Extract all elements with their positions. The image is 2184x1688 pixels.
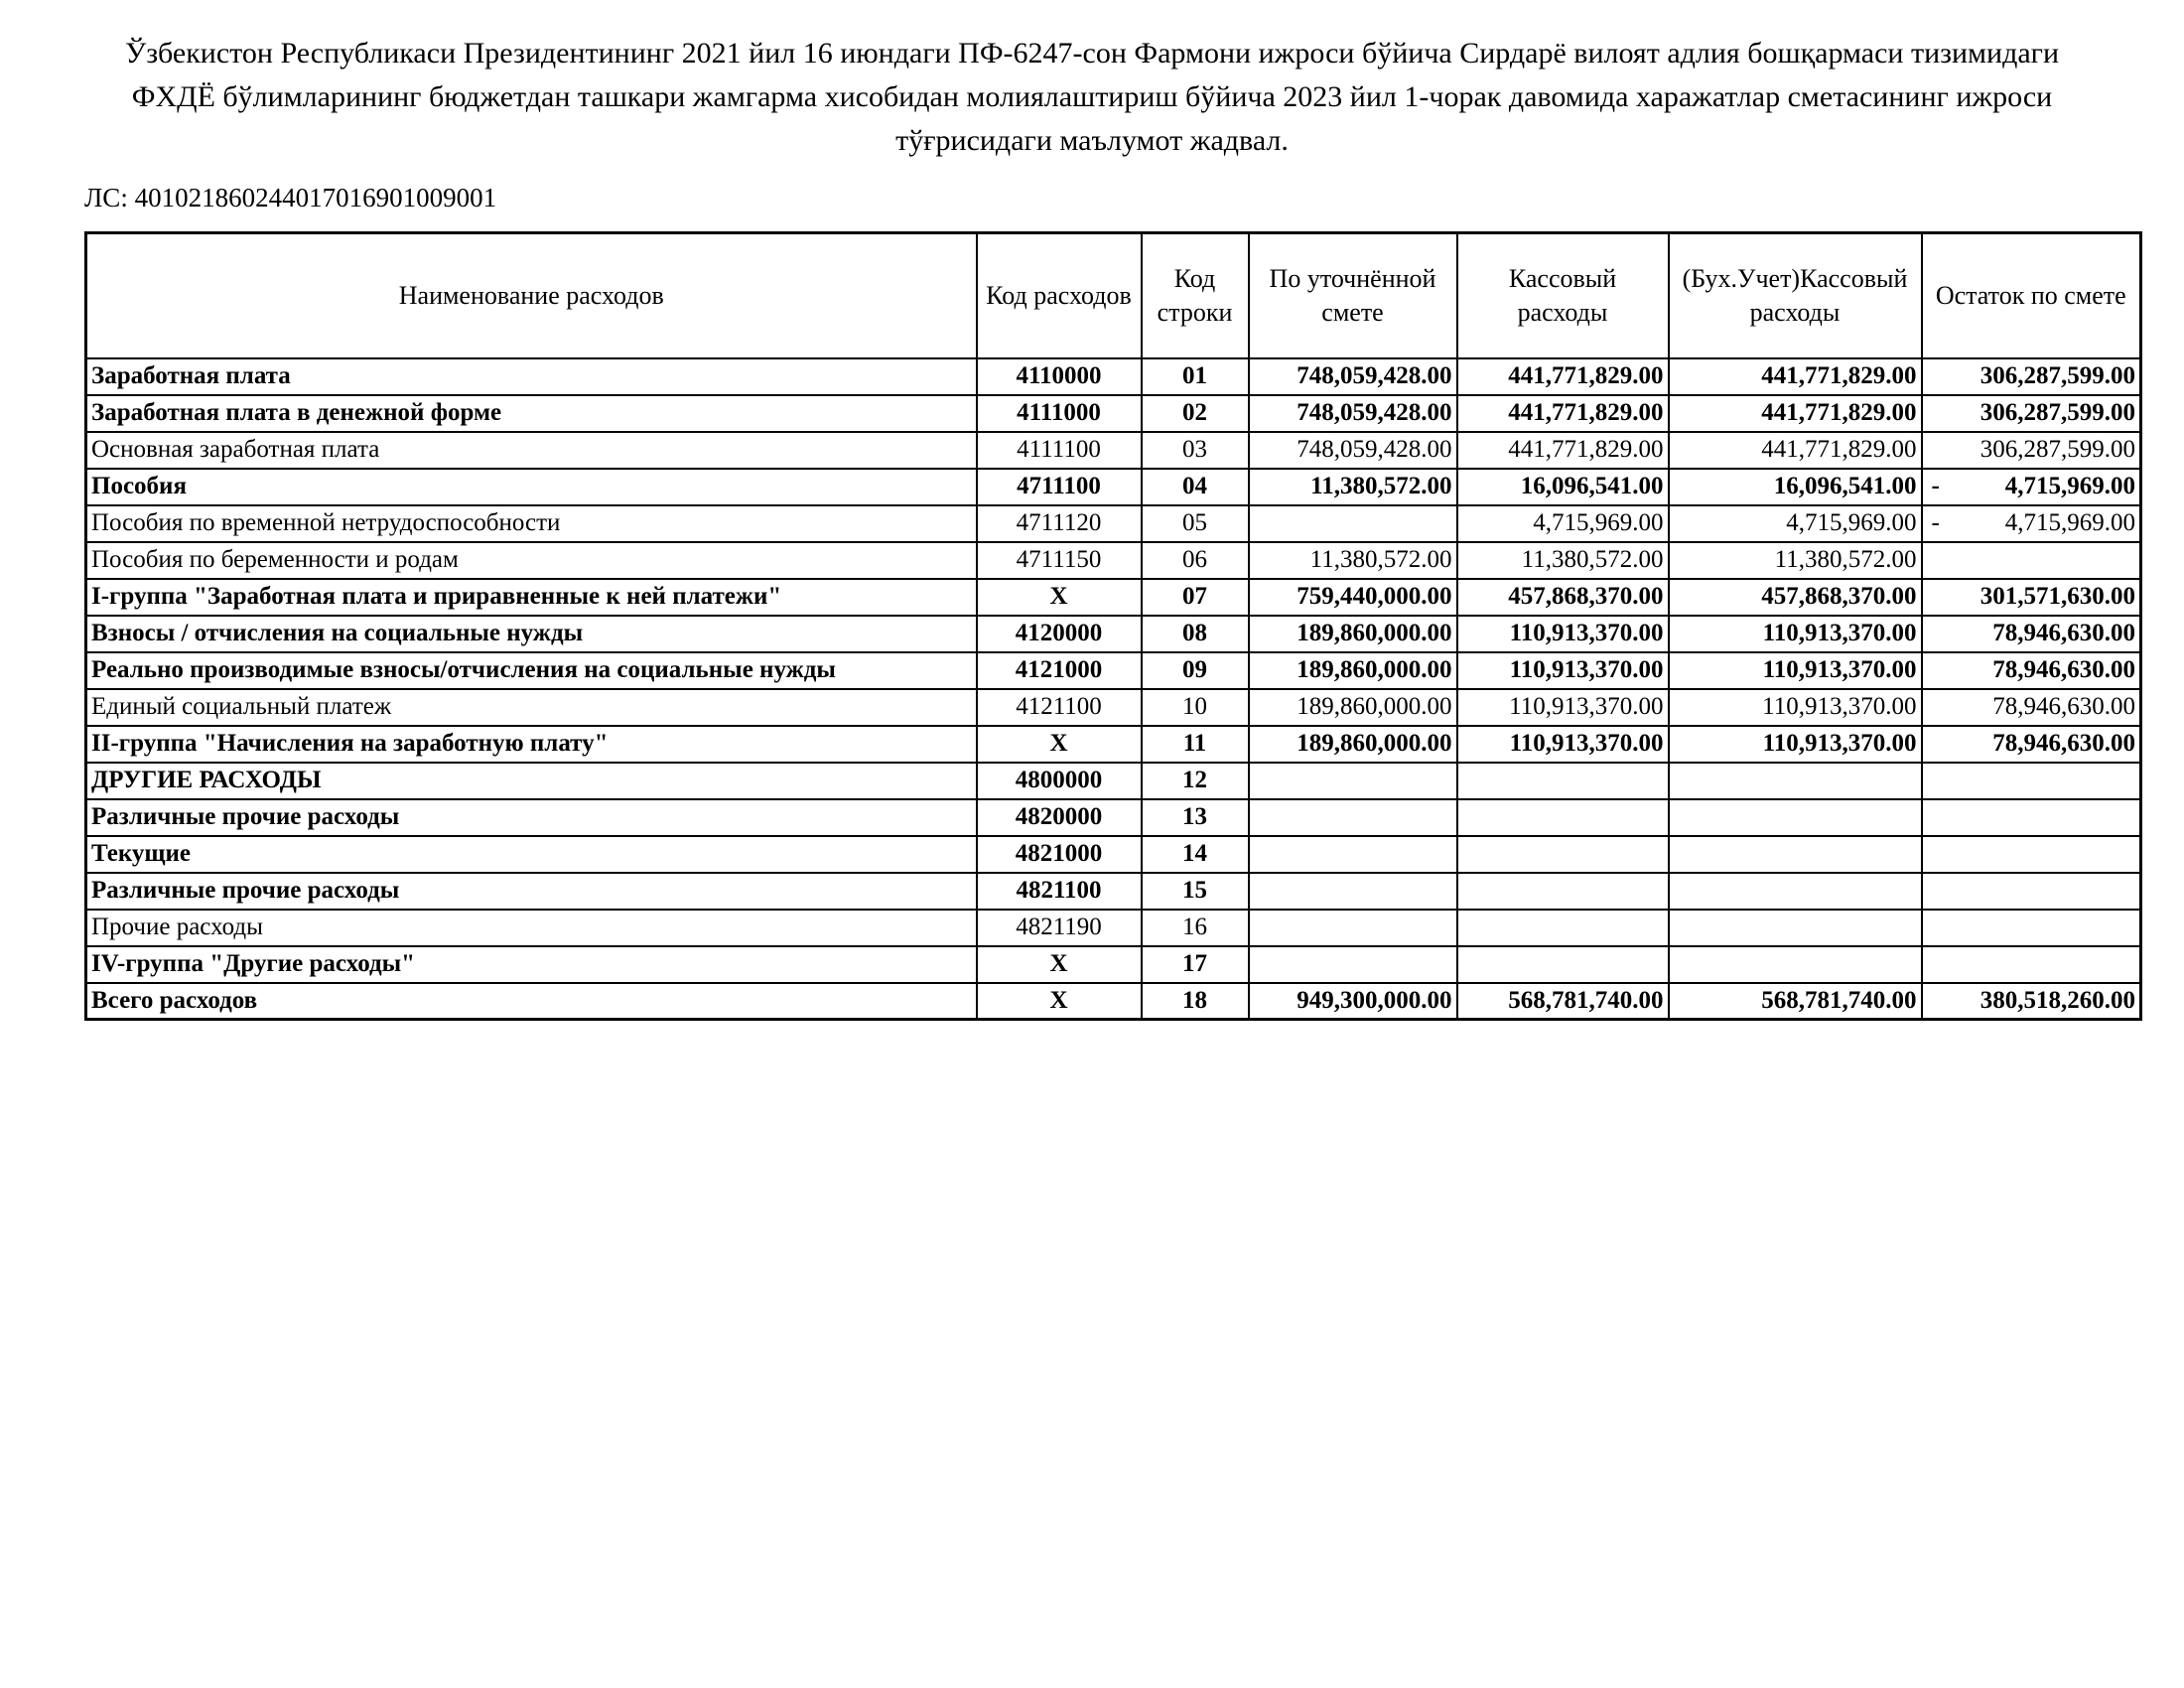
expense-report-table — [84, 231, 2142, 1021]
cell-cash-expenses: 568,781,740.00 — [1457, 983, 1669, 1020]
cell-cash-expenses: 441,771,829.00 — [1457, 432, 1669, 469]
col-header-expense-code: Код расходов — [977, 233, 1142, 358]
cell-expense-code: 4711100 — [977, 469, 1142, 505]
cell-line-code: 03 — [1142, 432, 1249, 469]
cell-accounting-cash-expenses — [1669, 873, 1922, 910]
cell-expense-code: X — [977, 946, 1142, 983]
cell-cash-expenses — [1457, 836, 1669, 873]
table-row — [86, 910, 2141, 946]
cell-expense-name: Заработная плата — [86, 358, 977, 395]
cell-approved-estimate: 189,860,000.00 — [1249, 616, 1457, 652]
cell-approved-estimate — [1249, 946, 1457, 983]
cell-expense-code: 4820000 — [977, 799, 1142, 836]
cell-expense-code: 4800000 — [977, 763, 1142, 799]
table-row — [86, 873, 2141, 910]
cell-accounting-cash-expenses: 457,868,370.00 — [1669, 579, 1922, 616]
cell-expense-code: 4821190 — [977, 910, 1142, 946]
cell-approved-estimate: 11,380,572.00 — [1249, 542, 1457, 579]
cell-line-code: 18 — [1142, 983, 1249, 1020]
cell-expense-code: 4121100 — [977, 689, 1142, 726]
cell-expense-name: II-группа "Начисления на заработную плату" — [86, 726, 977, 763]
cell-expense-code: X — [977, 983, 1142, 1020]
cell-accounting-cash-expenses: 110,913,370.00 — [1669, 726, 1922, 763]
col-header-estimate-balance: Остаток по смете — [1922, 233, 2141, 358]
cell-line-code: 15 — [1142, 873, 1249, 910]
table-body — [86, 358, 2141, 1020]
cell-estimate-balance — [1922, 873, 2141, 910]
cell-approved-estimate — [1249, 505, 1457, 542]
cell-estimate-balance — [1922, 910, 2141, 946]
document-title: Ўзбекистон Республикаси Президентининг 2021 йил 16 июндаги ПФ-6247-сон Фармони ижроси бўйича Сирдарё вилоят адлия бошқармаси тизимидаги ФХДЁ бўлимларининг бюджетдан ташкари жамгарма хисобидан молиялаштириш бўйича 2023 йил 1-чорак давомида харажатлар сметасининг ижроси тўғрисидаги маълумот жадвал. — [124, 37, 2060, 157]
table-row — [86, 579, 2141, 616]
cell-expense-code: X — [977, 579, 1142, 616]
cell-expense-name: IV-группа "Другие расходы" — [86, 946, 977, 983]
cell-accounting-cash-expenses — [1669, 946, 1922, 983]
cell-accounting-cash-expenses — [1669, 763, 1922, 799]
table-row — [86, 505, 2141, 542]
cell-cash-expenses — [1457, 873, 1669, 910]
cell-cash-expenses: 110,913,370.00 — [1457, 652, 1669, 689]
cell-expense-name: Единый социальный платеж — [86, 689, 977, 726]
table-row — [86, 799, 2141, 836]
cell-approved-estimate — [1249, 836, 1457, 873]
cell-approved-estimate: 11,380,572.00 — [1249, 469, 1457, 505]
cell-estimate-balance: 306,287,599.00 — [1922, 358, 2141, 395]
cell-estimate-balance-value: 4,715,969.00 — [2004, 509, 2135, 536]
cell-estimate-balance: 78,946,630.00 — [1922, 689, 2141, 726]
cell-expense-code: 4821000 — [977, 836, 1142, 873]
cell-accounting-cash-expenses: 110,913,370.00 — [1669, 689, 1922, 726]
cell-estimate-balance — [1922, 469, 2141, 505]
cell-expense-name: Различные прочие расходы — [86, 873, 977, 910]
cell-cash-expenses: 110,913,370.00 — [1457, 616, 1669, 652]
cell-estimate-balance — [1922, 505, 2141, 542]
table-row — [86, 689, 2141, 726]
cell-expense-name: Основная заработная плата — [86, 432, 977, 469]
cell-expense-code: 4711150 — [977, 542, 1142, 579]
cell-line-code: 07 — [1142, 579, 1249, 616]
cell-estimate-balance — [1922, 946, 2141, 983]
cell-approved-estimate: 189,860,000.00 — [1249, 726, 1457, 763]
cell-cash-expenses: 110,913,370.00 — [1457, 689, 1669, 726]
cell-expense-name: I-группа "Заработная плата и приравненные к ней платежи" — [86, 579, 977, 616]
table-row — [86, 395, 2141, 432]
cell-approved-estimate: 189,860,000.00 — [1249, 689, 1457, 726]
table-row — [86, 542, 2141, 579]
table-row — [86, 469, 2141, 505]
cell-line-code: 14 — [1142, 836, 1249, 873]
cell-accounting-cash-expenses: 441,771,829.00 — [1669, 432, 1922, 469]
cell-accounting-cash-expenses — [1669, 910, 1922, 946]
cell-expense-code: 4821100 — [977, 873, 1142, 910]
cell-estimate-balance — [1922, 836, 2141, 873]
cell-approved-estimate: 748,059,428.00 — [1249, 395, 1457, 432]
col-header-expense-name: Наименование расходов — [86, 233, 977, 358]
cell-line-code: 06 — [1142, 542, 1249, 579]
cell-cash-expenses — [1457, 946, 1669, 983]
cell-estimate-balance-value: 4,715,969.00 — [2004, 473, 2135, 499]
cell-accounting-cash-expenses: 11,380,572.00 — [1669, 542, 1922, 579]
cell-line-code: 10 — [1142, 689, 1249, 726]
cell-line-code: 05 — [1142, 505, 1249, 542]
cell-estimate-balance: 78,946,630.00 — [1922, 616, 2141, 652]
cell-accounting-cash-expenses: 110,913,370.00 — [1669, 652, 1922, 689]
table-row — [86, 358, 2141, 395]
col-header-line-code: Код строки — [1142, 233, 1249, 358]
cell-expense-name: Всего расходов — [86, 983, 977, 1020]
cell-line-code: 09 — [1142, 652, 1249, 689]
cell-approved-estimate: 759,440,000.00 — [1249, 579, 1457, 616]
table-row — [86, 616, 2141, 652]
cell-expense-name: Реально производимые взносы/отчисления на социальные нужды — [86, 652, 977, 689]
cell-line-code: 17 — [1142, 946, 1249, 983]
cell-accounting-cash-expenses: 441,771,829.00 — [1669, 358, 1922, 395]
cell-expense-name: Пособия по временной нетрудоспособности — [86, 505, 977, 542]
cell-accounting-cash-expenses: 4,715,969.00 — [1669, 505, 1922, 542]
cell-estimate-balance: 306,287,599.00 — [1922, 395, 2141, 432]
cell-approved-estimate: 748,059,428.00 — [1249, 358, 1457, 395]
cell-cash-expenses: 457,868,370.00 — [1457, 579, 1669, 616]
cell-accounting-cash-expenses: 16,096,541.00 — [1669, 469, 1922, 505]
negative-sign: - — [1931, 473, 1940, 499]
cell-approved-estimate: 189,860,000.00 — [1249, 652, 1457, 689]
cell-cash-expenses: 16,096,541.00 — [1457, 469, 1669, 505]
cell-approved-estimate — [1249, 873, 1457, 910]
cell-approved-estimate: 949,300,000.00 — [1249, 983, 1457, 1020]
cell-line-code: 11 — [1142, 726, 1249, 763]
cell-cash-expenses: 4,715,969.00 — [1457, 505, 1669, 542]
cell-estimate-balance: 78,946,630.00 — [1922, 726, 2141, 763]
cell-cash-expenses: 110,913,370.00 — [1457, 726, 1669, 763]
col-header-accounting-cash-expenses: (Бух.Учет)Кассовый расходы — [1669, 233, 1922, 358]
table-row — [86, 763, 2141, 799]
header-row — [86, 233, 2141, 358]
cell-expense-code: 4711120 — [977, 505, 1142, 542]
cell-expense-name: Взносы / отчисления на социальные нужды — [86, 616, 977, 652]
cell-accounting-cash-expenses — [1669, 836, 1922, 873]
table-row — [86, 836, 2141, 873]
negative-sign: - — [1931, 509, 1940, 536]
cell-estimate-balance — [1922, 799, 2141, 836]
cell-line-code: 08 — [1142, 616, 1249, 652]
cell-expense-name: Пособия по беременности и родам — [86, 542, 977, 579]
cell-expense-name: Различные прочие расходы — [86, 799, 977, 836]
cell-approved-estimate — [1249, 910, 1457, 946]
cell-expense-code: 4111100 — [977, 432, 1142, 469]
table-row — [86, 432, 2141, 469]
cell-estimate-balance: 301,571,630.00 — [1922, 579, 2141, 616]
cell-estimate-balance — [1922, 542, 2141, 579]
cell-expense-code: 4111000 — [977, 395, 1142, 432]
cell-expense-code: X — [977, 726, 1142, 763]
cell-cash-expenses: 441,771,829.00 — [1457, 395, 1669, 432]
account-number: ЛС: 401021860244017016901009001 — [84, 183, 497, 212]
cell-expense-code: 4110000 — [977, 358, 1142, 395]
cell-line-code: 01 — [1142, 358, 1249, 395]
cell-approved-estimate — [1249, 763, 1457, 799]
cell-estimate-balance: 78,946,630.00 — [1922, 652, 2141, 689]
cell-accounting-cash-expenses: 441,771,829.00 — [1669, 395, 1922, 432]
col-header-cash-expenses: Кассовый расходы — [1457, 233, 1669, 358]
cell-line-code: 02 — [1142, 395, 1249, 432]
cell-line-code: 16 — [1142, 910, 1249, 946]
cell-estimate-balance — [1922, 763, 2141, 799]
table-row — [86, 946, 2141, 983]
table-row — [86, 652, 2141, 689]
cell-cash-expenses: 441,771,829.00 — [1457, 358, 1669, 395]
cell-expense-code: 4120000 — [977, 616, 1142, 652]
cell-cash-expenses — [1457, 763, 1669, 799]
cell-approved-estimate: 748,059,428.00 — [1249, 432, 1457, 469]
cell-estimate-balance: 306,287,599.00 — [1922, 432, 2141, 469]
cell-line-code: 04 — [1142, 469, 1249, 505]
table-row-total — [86, 983, 2141, 1020]
cell-expense-name: Пособия — [86, 469, 977, 505]
cell-approved-estimate — [1249, 799, 1457, 836]
cell-line-code: 12 — [1142, 763, 1249, 799]
cell-accounting-cash-expenses: 110,913,370.00 — [1669, 616, 1922, 652]
cell-accounting-cash-expenses: 568,781,740.00 — [1669, 983, 1922, 1020]
cell-accounting-cash-expenses — [1669, 799, 1922, 836]
cell-cash-expenses: 11,380,572.00 — [1457, 542, 1669, 579]
cell-expense-name: Заработная плата в денежной форме — [86, 395, 977, 432]
table-header — [86, 233, 2141, 358]
table-row — [86, 726, 2141, 763]
cell-line-code: 13 — [1142, 799, 1249, 836]
col-header-approved-estimate: По уточнённой смете — [1249, 233, 1457, 358]
cell-expense-code: 4121000 — [977, 652, 1142, 689]
cell-expense-name: ДРУГИЕ РАСХОДЫ — [86, 763, 977, 799]
cell-expense-name: Текущие — [86, 836, 977, 873]
cell-estimate-balance: 380,518,260.00 — [1922, 983, 2141, 1020]
cell-expense-name: Прочие расходы — [86, 910, 977, 946]
cell-cash-expenses — [1457, 910, 1669, 946]
cell-cash-expenses — [1457, 799, 1669, 836]
